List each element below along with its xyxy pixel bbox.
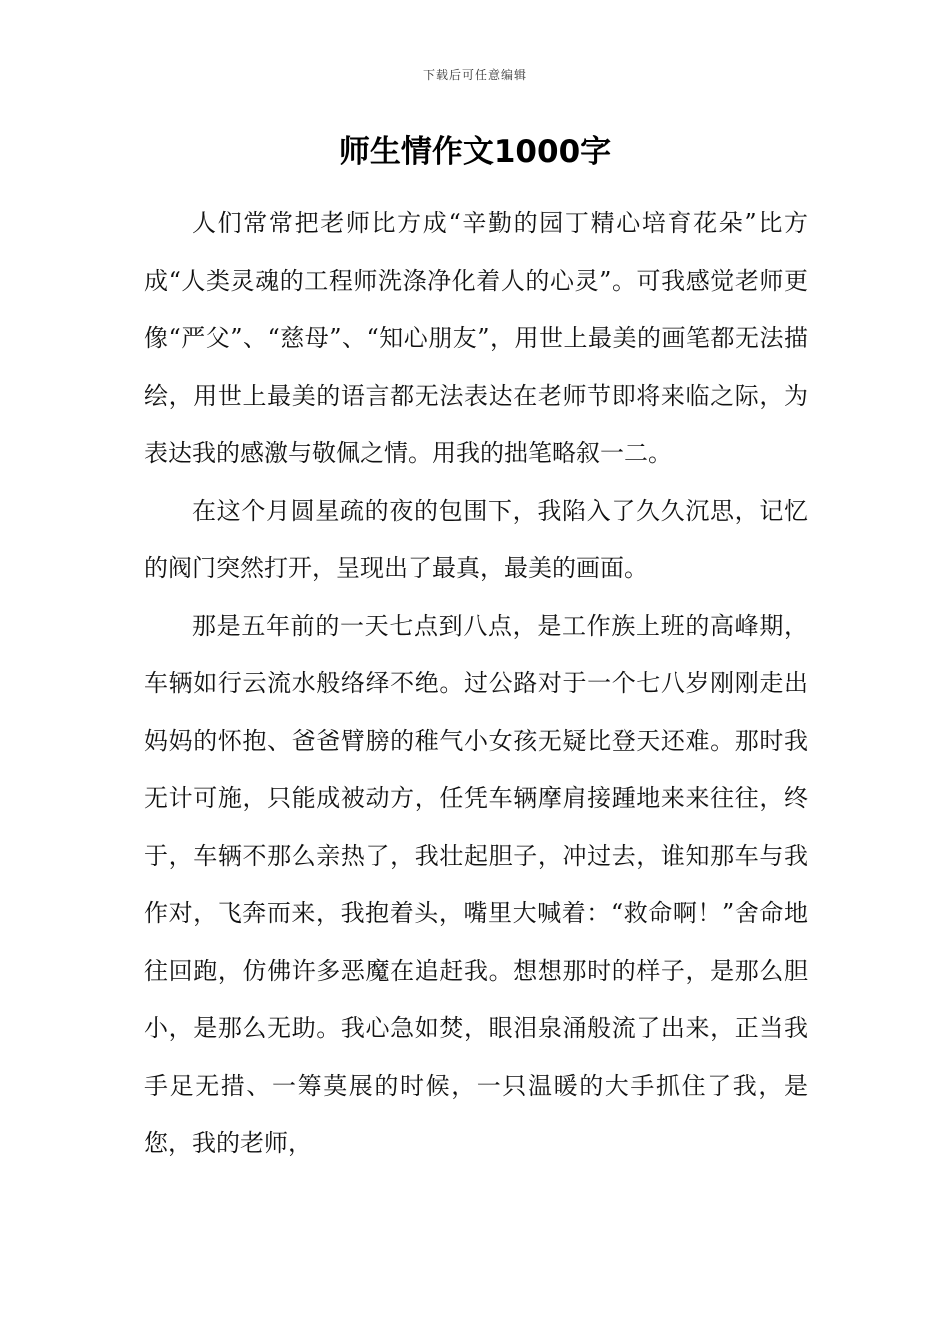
paragraph-3: 那是五年前的一天七点到八点，是工作族上班的高峰期，车辆如行云流水般络绎不绝。过公路对于一个七八岁刚刚走出妈妈的怀抱、爸爸臂膀的稚气小女孩无疑比登天还难。那时我无计可施，只能成被动方，任凭车辆摩肩接踵地来来往往，终于，车辆不那么亲热了，我壮起胆子，冲过去，谁知那车与我作对，飞奔而来，我抱着头，嘴里大喊着：“救命啊！”舍命地往回跑，仿佛许多恶魔在追赶我。想想那时的样子，是那么胆小，是那么无助。我心急如焚，眼泪泉涌般流了出来，正当我手足无措、一筹莫展的时候，一只温暖的大手抓住了我，是您，我的老师， <box>144 611 808 1157</box>
header-note: 下载后可任意编辑 <box>422 68 527 82</box>
paragraph-2: 在这个月圆星疏的夜的包围下，我陷入了久久沉思，记忆的阀门突然打开，呈现出了最真，最美的画面。 <box>144 496 808 582</box>
paragraph-1: 人们常常把老师比方成“辛勤的园丁精心培育花朵”比方成“人类灵魂的工程师洗涤净化着人的心灵”。可我感觉老师更像“严父”、“慈母”、“知心朋友”，用世上最美的画笔都无法描绘，用世上最美的语言都无法表达在老师节即将来临之际，为表达我的感激与敬佩之情。用我的拙笔略叙一二。 <box>144 209 808 467</box>
document-title: 师生情作文1000字 <box>338 134 612 170</box>
document-body <box>144 195 808 1173</box>
